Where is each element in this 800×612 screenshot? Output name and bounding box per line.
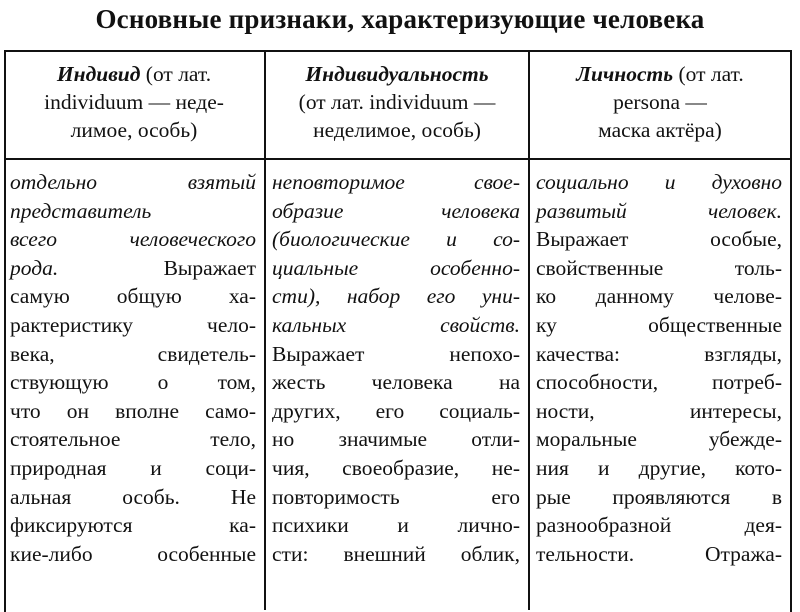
header-term: Личность <box>576 62 674 86</box>
body-line: ности, интересы, <box>536 398 782 423</box>
body-line: ку общественные <box>536 312 782 337</box>
body-line: Выражает непохо- <box>272 341 520 366</box>
body-line: всего человеческого <box>10 227 256 252</box>
body-line: рактеристику чело- <box>10 312 256 337</box>
body-line: сти), набор его уни- <box>272 284 520 309</box>
header-text: (от лат. individuum — неде- <box>44 62 224 114</box>
body-line: неповторимое свое- <box>272 170 520 194</box>
body-line: циальные особенно- <box>272 255 520 280</box>
header-text: persona — <box>613 90 707 114</box>
header-cell-personality <box>534 60 786 156</box>
body-line: кальных свойств. <box>272 312 520 337</box>
body-line-upright-part: Выражает <box>58 255 256 280</box>
body-line: чия, своеобразие, не- <box>272 455 520 480</box>
header-text: неделимое, особь) <box>313 118 481 142</box>
header-cell-individ <box>8 60 260 156</box>
body-line: развитый человек. <box>536 198 782 223</box>
body-line: моральные убежде- <box>536 427 782 452</box>
body-line: сти: внешний облик, <box>272 541 520 566</box>
header-text: маска актёра) <box>598 118 722 142</box>
body-line: фиксируются ка- <box>10 513 256 538</box>
body-line: тельности. Отража- <box>536 541 782 566</box>
body-line: стоятельное тело, <box>10 427 256 452</box>
body-line: рые проявляются в <box>536 484 782 509</box>
page-title: Основные признаки, характеризующие человека <box>95 4 705 34</box>
header-cell-individuality <box>270 60 524 156</box>
body-line: психики и лично- <box>272 513 520 538</box>
body-line: века, свидетель- <box>10 341 256 366</box>
header-divider <box>4 158 792 160</box>
header-term: Индивид <box>56 62 141 86</box>
body-line: отдельно взятый <box>10 170 256 194</box>
header-text: лимое, особь) <box>70 118 198 142</box>
header-text: (от лат. <box>673 62 744 86</box>
body-cell-personality <box>536 168 782 568</box>
body-line: Выражает особые, <box>536 227 782 252</box>
body-line: альная особь. Не <box>10 484 256 509</box>
body-cell-individuality <box>272 168 520 568</box>
body-line: самую общую ха- <box>10 284 256 309</box>
body-line: социально и духовно <box>536 170 782 194</box>
body-line: свойственные толь- <box>536 255 782 280</box>
body-line: качества: взгляды, <box>536 341 782 366</box>
body-line: но значимые отли- <box>272 427 520 452</box>
body-line: способности, потреб- <box>536 370 782 395</box>
body-line-italic-part: рода. <box>10 255 59 280</box>
body-line: что он вполне само- <box>10 398 256 423</box>
body-line: ния и другие, кото- <box>536 455 782 480</box>
body-line: образие человека <box>272 198 520 223</box>
body-line: кие-либо особенные <box>10 541 256 566</box>
column-divider <box>528 50 530 610</box>
body-line: ко данному челове- <box>536 284 782 309</box>
body-line: жесть человека на <box>272 370 520 395</box>
body-line: повторимость его <box>272 484 520 509</box>
header-text: (от лат. individuum — <box>298 90 496 114</box>
body-line: природная и соци- <box>10 455 256 480</box>
body-line: других, его социаль- <box>272 398 520 423</box>
body-line <box>10 254 256 283</box>
body-line: ствующую о том, <box>10 370 256 395</box>
body-line: разнообразной дея- <box>536 513 782 538</box>
body-line: представитель <box>10 198 152 223</box>
body-cell-individ <box>10 168 256 568</box>
column-divider <box>264 50 266 610</box>
body-line: (биологические и со- <box>272 227 520 252</box>
header-term: Индивидуальность <box>305 62 489 86</box>
